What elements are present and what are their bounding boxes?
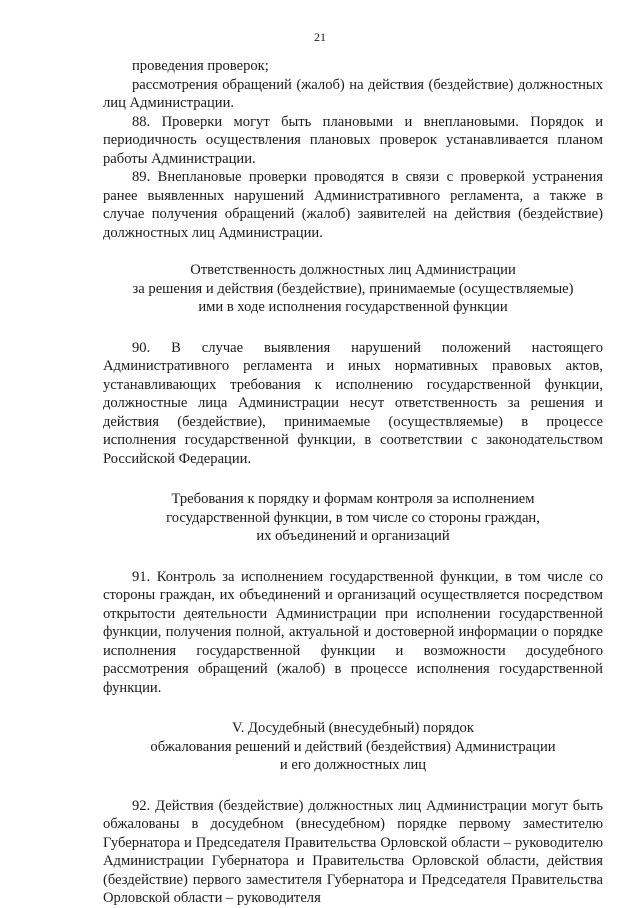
spacer: [103, 546, 603, 568]
heading-line: государственной функции, в том числе со стороны граждан,: [166, 509, 540, 526]
heading-line: за решения и действия (бездействие), принимаемые (осуществляемые): [132, 280, 574, 297]
spacer: [103, 317, 603, 339]
spacer: [103, 468, 603, 490]
paragraph-90: 90. В случае выявления нарушений положений настоящего Административного регламента и иных нормативных правовых актов, устанавливающих требования к исполнению государственной функции, должностные лица Администрации несут ответственность за решения и действия (бездействие), принимаемые (осуществляемые) в процессе исполнения государственной функции, в соответствии с законодательством Российской Федерации.: [103, 339, 603, 467]
paragraph-88: 88. Проверки могут быть плановыми и внеплановыми. Порядок и периодичность осуществления плановых проверок устанавливается планом работы Администрации.: [103, 113, 603, 167]
heading-line: V. Досудебный (внесудебный) порядок: [232, 720, 474, 736]
section-heading-responsibility: [103, 261, 603, 317]
section-heading-appeal-procedure: [103, 719, 603, 775]
paragraph-91: 91. Контроль за исполнением государственной функции, в том числе со стороны граждан, их объединений и организаций осуществляется посредством открытости деятельности Администрации при исполнении государственной функции, получения полной, актуальной и достоверной информации о порядке исполнения государственной функции и возможности досудебного рассмотрения обращений (жалоб) в процессе исполнения государственной функции.: [103, 568, 603, 696]
heading-line: Ответственность должностных лиц Администрации: [190, 262, 516, 278]
paragraph-92: 92. Действия (бездействие) должностных лиц Администрации могут быть обжалованы в досудебном (внесудебном) порядке первому заместителю Губернатора и Председателя Правительства Орловской области – руководителю Администрации Губернатора и Правительства Орловской области, действия (бездействие) первого заместителя Губернатора и Председателя Правительства Орловской области – руководителя: [103, 797, 603, 906]
paragraph-89: 89. Внеплановые проверки проводятся в связи с проверкой устранения ранее выявленных нарушений Административного регламента, а также в случае получения обращений (жалоб) заявителей на действия (бездействие) должностных лиц Администрации.: [103, 169, 603, 241]
heading-line: обжалования решений и действий (бездействия) Администрации: [150, 738, 556, 755]
paragraph-complaints-review: рассмотрения обращений (жалоб) на действия (бездействие) должностных лиц Администрации.: [103, 76, 603, 111]
paragraph-checks-conduct: проведения проверок;: [132, 58, 269, 74]
heading-line: и его должностных лиц: [279, 757, 427, 773]
section-heading-control-requirements: [103, 490, 603, 546]
document-body: [103, 57, 603, 908]
heading-line: их объединений и организаций: [256, 528, 450, 544]
spacer: [103, 242, 603, 261]
heading-line: Требования к порядку и формам контроля за исполнением: [171, 491, 535, 507]
heading-line: ими в ходе исполнения государственной функции: [198, 299, 508, 315]
spacer: [103, 775, 603, 797]
spacer: [103, 697, 603, 719]
page-number: 21: [314, 30, 326, 44]
